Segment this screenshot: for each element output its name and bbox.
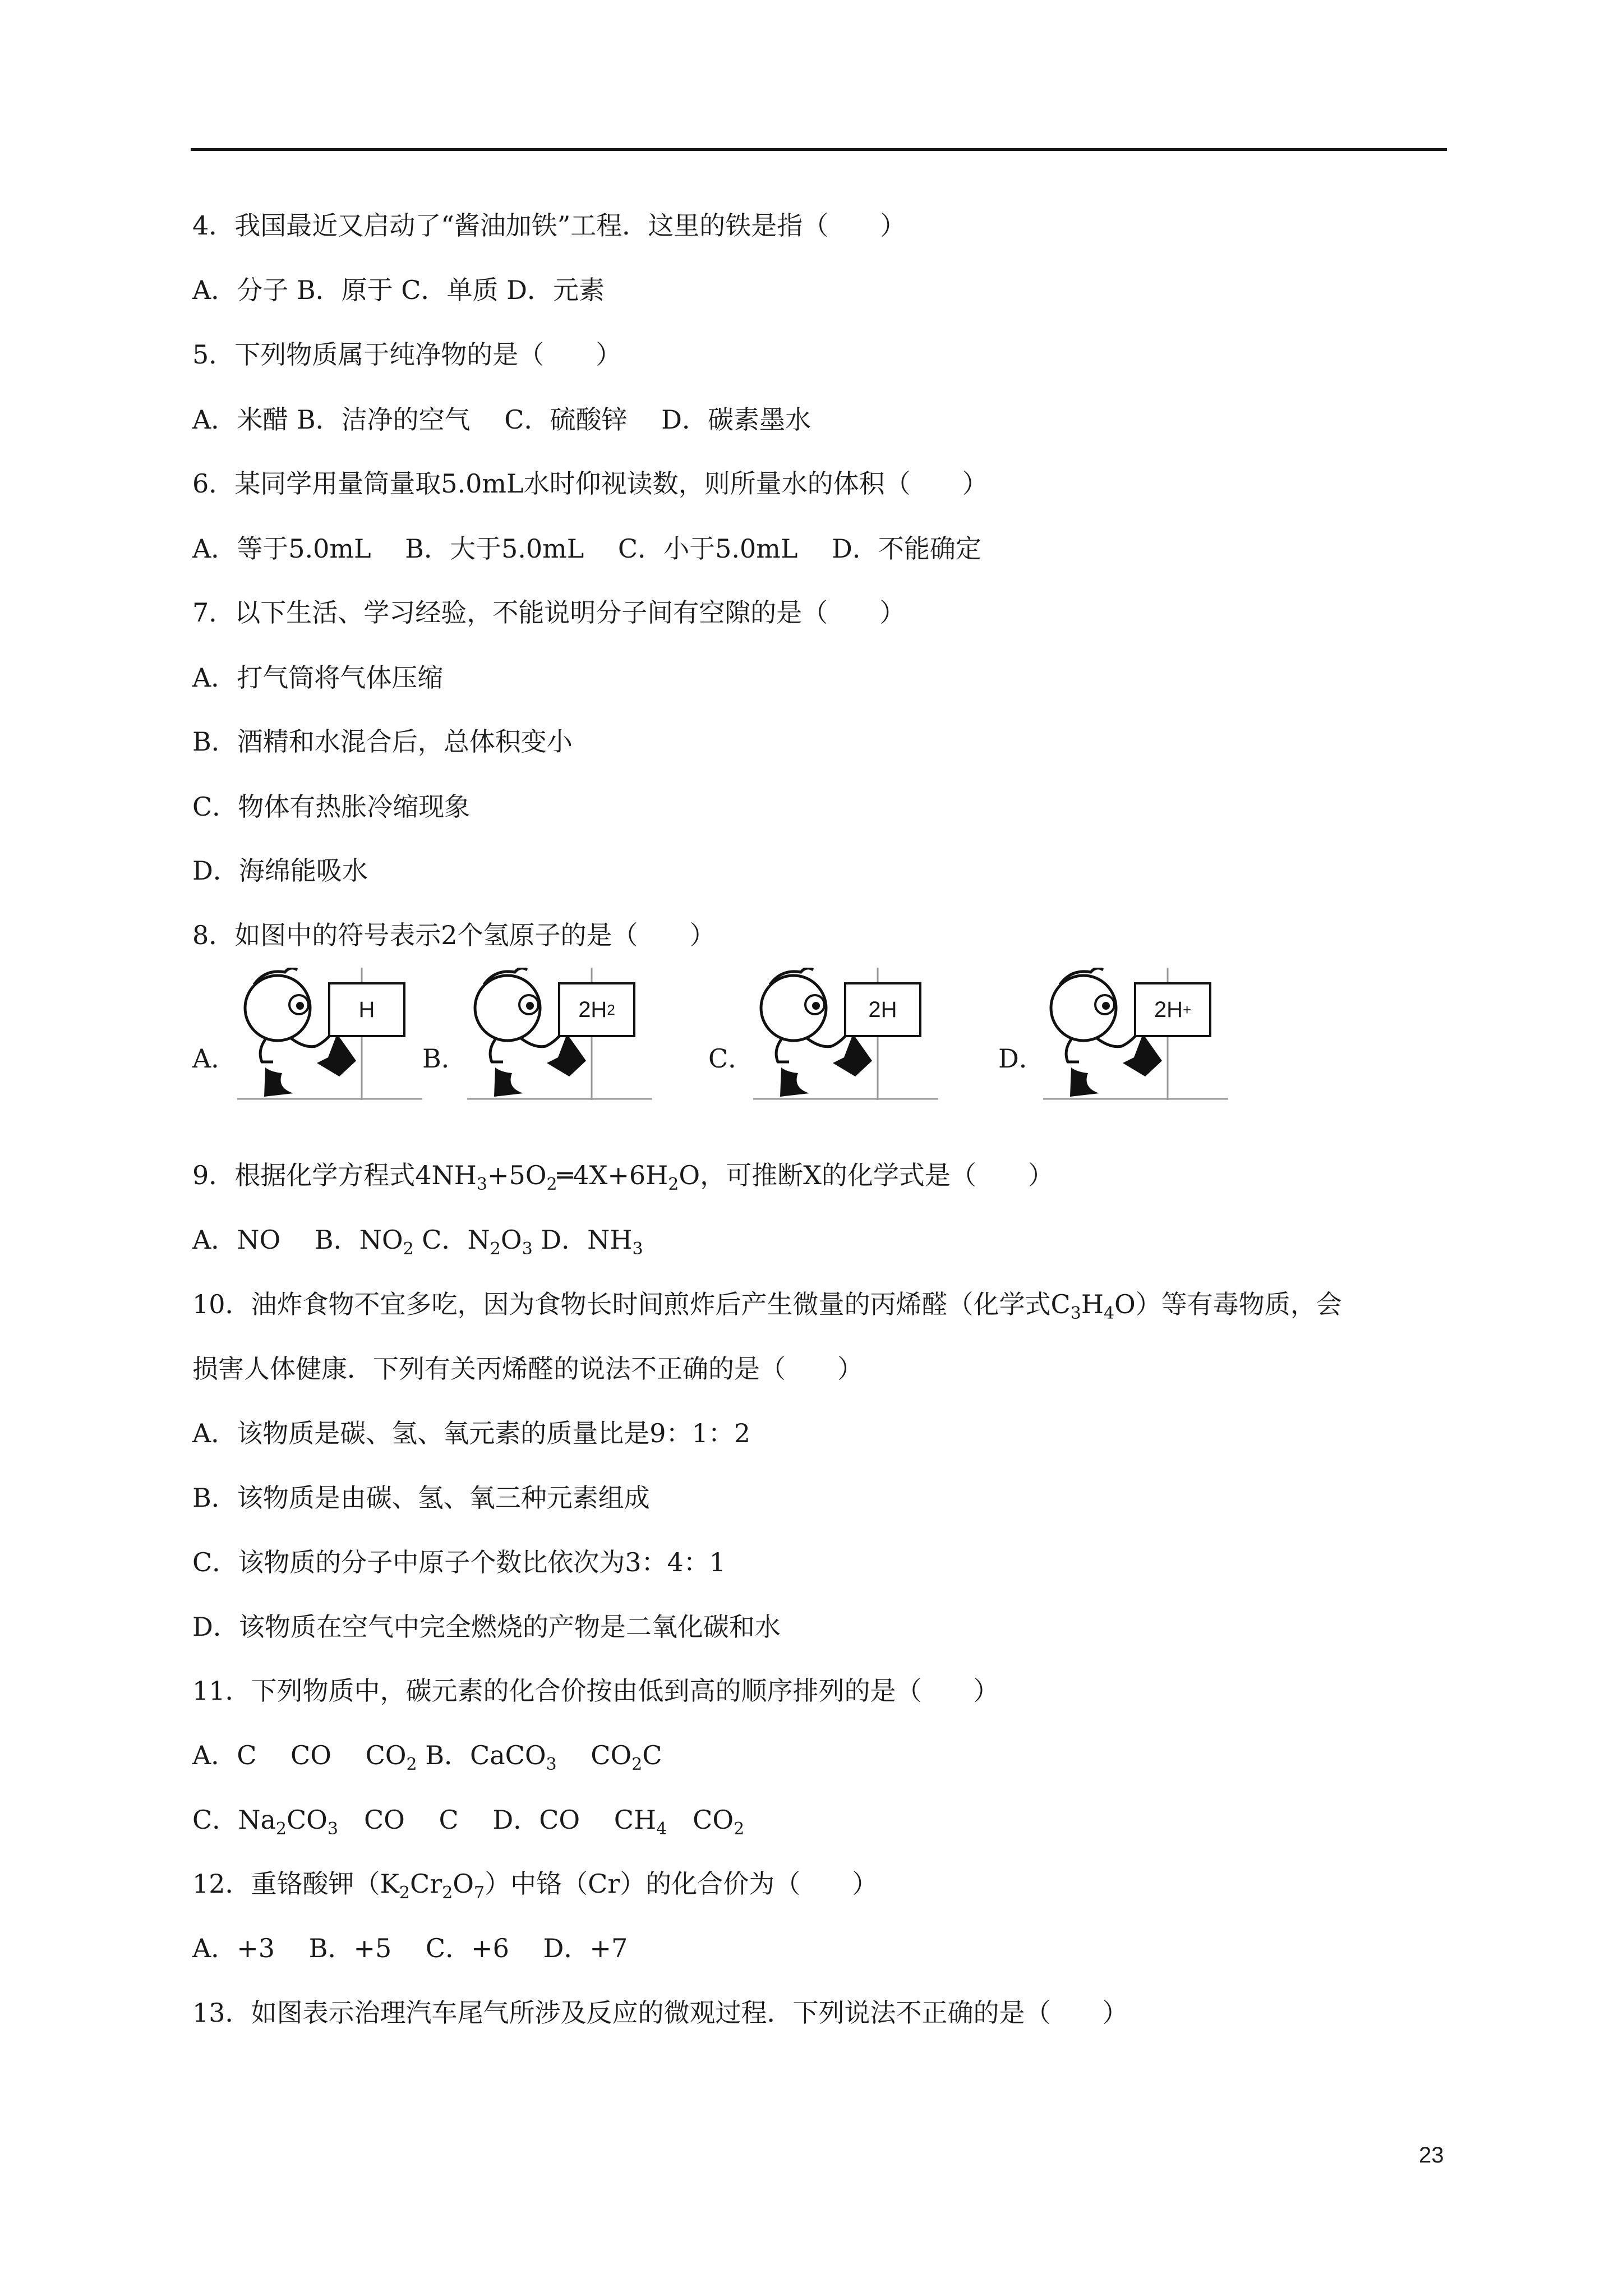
q8-d-symbol: 2H [1154, 997, 1183, 1022]
q13-stem: 13．如图表示治理汽车尾气所涉及反应的微观过程．下列说法不正确的是（ ） [192, 1998, 1128, 2028]
q10-option-b: B．该物质是由碳、氢、氧三种元素组成 [192, 1483, 650, 1513]
q5-stem: 5．下列物质属于纯净物的是（ ） [192, 339, 622, 370]
q10-stem-line2: 损害人体健康．下列有关丙烯醛的说法不正确的是（ ） [192, 1354, 863, 1384]
q9-options [192, 1223, 643, 1257]
q11-opt-sub: 3 [546, 1755, 557, 1774]
q4-stem: 4．我国最近又启动了“酱油加铁”工程．这里的铁是指（ ） [192, 210, 906, 241]
q8-option-a-letter: A． [192, 1043, 237, 1074]
q12-text: O [453, 1869, 474, 1899]
q8-c-symbol-panel [844, 982, 921, 1037]
q9-text: ═4X+6H [557, 1160, 668, 1190]
q6-stem: 6．某同学用量筒量取5.0mL水时仰视读数，则所量水的体积（ ） [192, 468, 988, 499]
q12-text: ）中铬（Cr）的化合价为（ ） [485, 1869, 878, 1899]
q12-text: 12．重铬酸钾（K [192, 1869, 399, 1899]
q7-stem: 7．以下生活、学习经验，不能说明分子间有空隙的是（ ） [192, 597, 906, 628]
q11-opt-text: CO C D．CO CH [338, 1805, 657, 1835]
q11-opt-sub: 2 [734, 1819, 745, 1839]
q9-opt-sub: 2 [490, 1239, 501, 1259]
q11-opt-text: C [642, 1740, 662, 1770]
q11-opt-text: CO [556, 1740, 632, 1770]
q9-opt-sub: 2 [403, 1239, 414, 1259]
q8-option-b-letter: B． [422, 1043, 467, 1074]
q10-option-a: A．该物质是碳、氢、氧元素的质量比是9：1：2 [192, 1418, 751, 1448]
q10-text: O）等有毒物质，会 [1114, 1289, 1342, 1319]
q8-stem: 8．如图中的符号表示2个氢原子的是（ ） [192, 920, 716, 950]
cartoon-figure [1043, 968, 1228, 1100]
q11-stem: 11．下列物质中，碳元素的化合价按由低到高的顺序排列的是（ ） [192, 1676, 999, 1706]
q10-text: 10．油炸食物不宜多吃，因为食物长时间煎炸后产生微量的丙烯醛（化学式C [192, 1289, 1071, 1319]
q10-option-d: D．该物质在空气中完全燃烧的产物是二氧化碳和水 [192, 1612, 781, 1642]
cartoon-figure [237, 968, 422, 1100]
q11-opt-sub: 4 [656, 1819, 667, 1839]
q8-option-c-letter: C． [708, 1043, 754, 1074]
q7-option-d: D．海绵能吸水 [192, 855, 368, 886]
q9-sub: 3 [476, 1175, 487, 1194]
q12-options: A．+3 B．+5 C．+6 D．+7 [192, 1933, 628, 1963]
q8-b-symbol-panel: 2H 2 [558, 982, 635, 1037]
q7-option-a: A．打气筒将气体压缩 [192, 662, 444, 693]
q4-options: A．分子 B．原于 C．单质 D．元素 [192, 275, 605, 305]
q9-opt-text: D．NH [532, 1225, 633, 1255]
q10-text: H [1081, 1289, 1104, 1319]
page-number: 23 [1419, 2143, 1444, 2168]
q8-a-symbol-panel [328, 982, 405, 1037]
cartoon-figure [467, 968, 652, 1100]
q9-opt-sub: 3 [522, 1239, 533, 1259]
q10-sub: 4 [1103, 1304, 1115, 1323]
q8-option-d-letter: D． [998, 1043, 1045, 1074]
q9-sub: 2 [668, 1175, 679, 1194]
q9-opt-text: O [500, 1225, 522, 1255]
q6-options: A．等于5.0mL B．大于5.0mL C．小于5.0mL D．不能确定 [192, 533, 981, 564]
q8-c-symbol: 2H [868, 997, 897, 1022]
q12-sub: 7 [474, 1883, 485, 1903]
q8-d-symbol-panel: 2H + [1134, 982, 1211, 1037]
q11-opt-text: CO [286, 1805, 328, 1835]
q11-opt-sub: 2 [275, 1819, 287, 1839]
q11-opt-text: CO [667, 1805, 734, 1835]
q12-stem [192, 1867, 878, 1901]
q8-figure-row [192, 968, 1314, 1102]
q9-opt-sub: 3 [632, 1239, 643, 1259]
q9-opt-text: C．N [413, 1225, 490, 1255]
q9-text: +5O [487, 1160, 547, 1190]
q11-options-cd [192, 1803, 744, 1837]
q11-opt-sub: 2 [631, 1755, 643, 1774]
q9-stem [192, 1158, 1054, 1192]
q7-option-c: C．物体有热胀冷缩现象 [192, 792, 471, 822]
q11-opt-sub: 3 [327, 1819, 338, 1839]
q11-opt-sub: 2 [406, 1755, 417, 1774]
q11-opt-text: C．Na [192, 1805, 276, 1835]
q8-b-symbol: 2H [578, 997, 607, 1022]
q7-option-b: B．酒精和水混合后，总体积变小 [192, 726, 573, 757]
q12-text: Cr [410, 1869, 442, 1899]
q5-options: A．米醋 B．洁净的空气 C．硫酸锌 D．碳素墨水 [192, 404, 811, 435]
q11-opt-text: B．CaCO [417, 1740, 546, 1770]
q10-option-c: C．该物质的分子中原子个数比依次为3：4：1 [192, 1547, 726, 1577]
q9-text: 9．根据化学方程式4NH [192, 1160, 477, 1190]
cartoon-figure [753, 968, 938, 1100]
q12-sub: 2 [399, 1883, 410, 1903]
header-rule [191, 148, 1447, 151]
q9-opt-text: A．NO B．NO [192, 1225, 403, 1255]
q9-sub: 2 [546, 1175, 557, 1194]
q12-sub: 2 [442, 1883, 453, 1903]
q8-a-symbol: H [358, 997, 375, 1022]
q10-stem-line1 [192, 1287, 1342, 1321]
q10-sub: 3 [1070, 1304, 1081, 1323]
q11-opt-text: A．C CO CO [192, 1740, 407, 1770]
q11-options-ab [192, 1738, 662, 1772]
q9-text: O，可推断X的化学式是（ ） [679, 1160, 1054, 1190]
